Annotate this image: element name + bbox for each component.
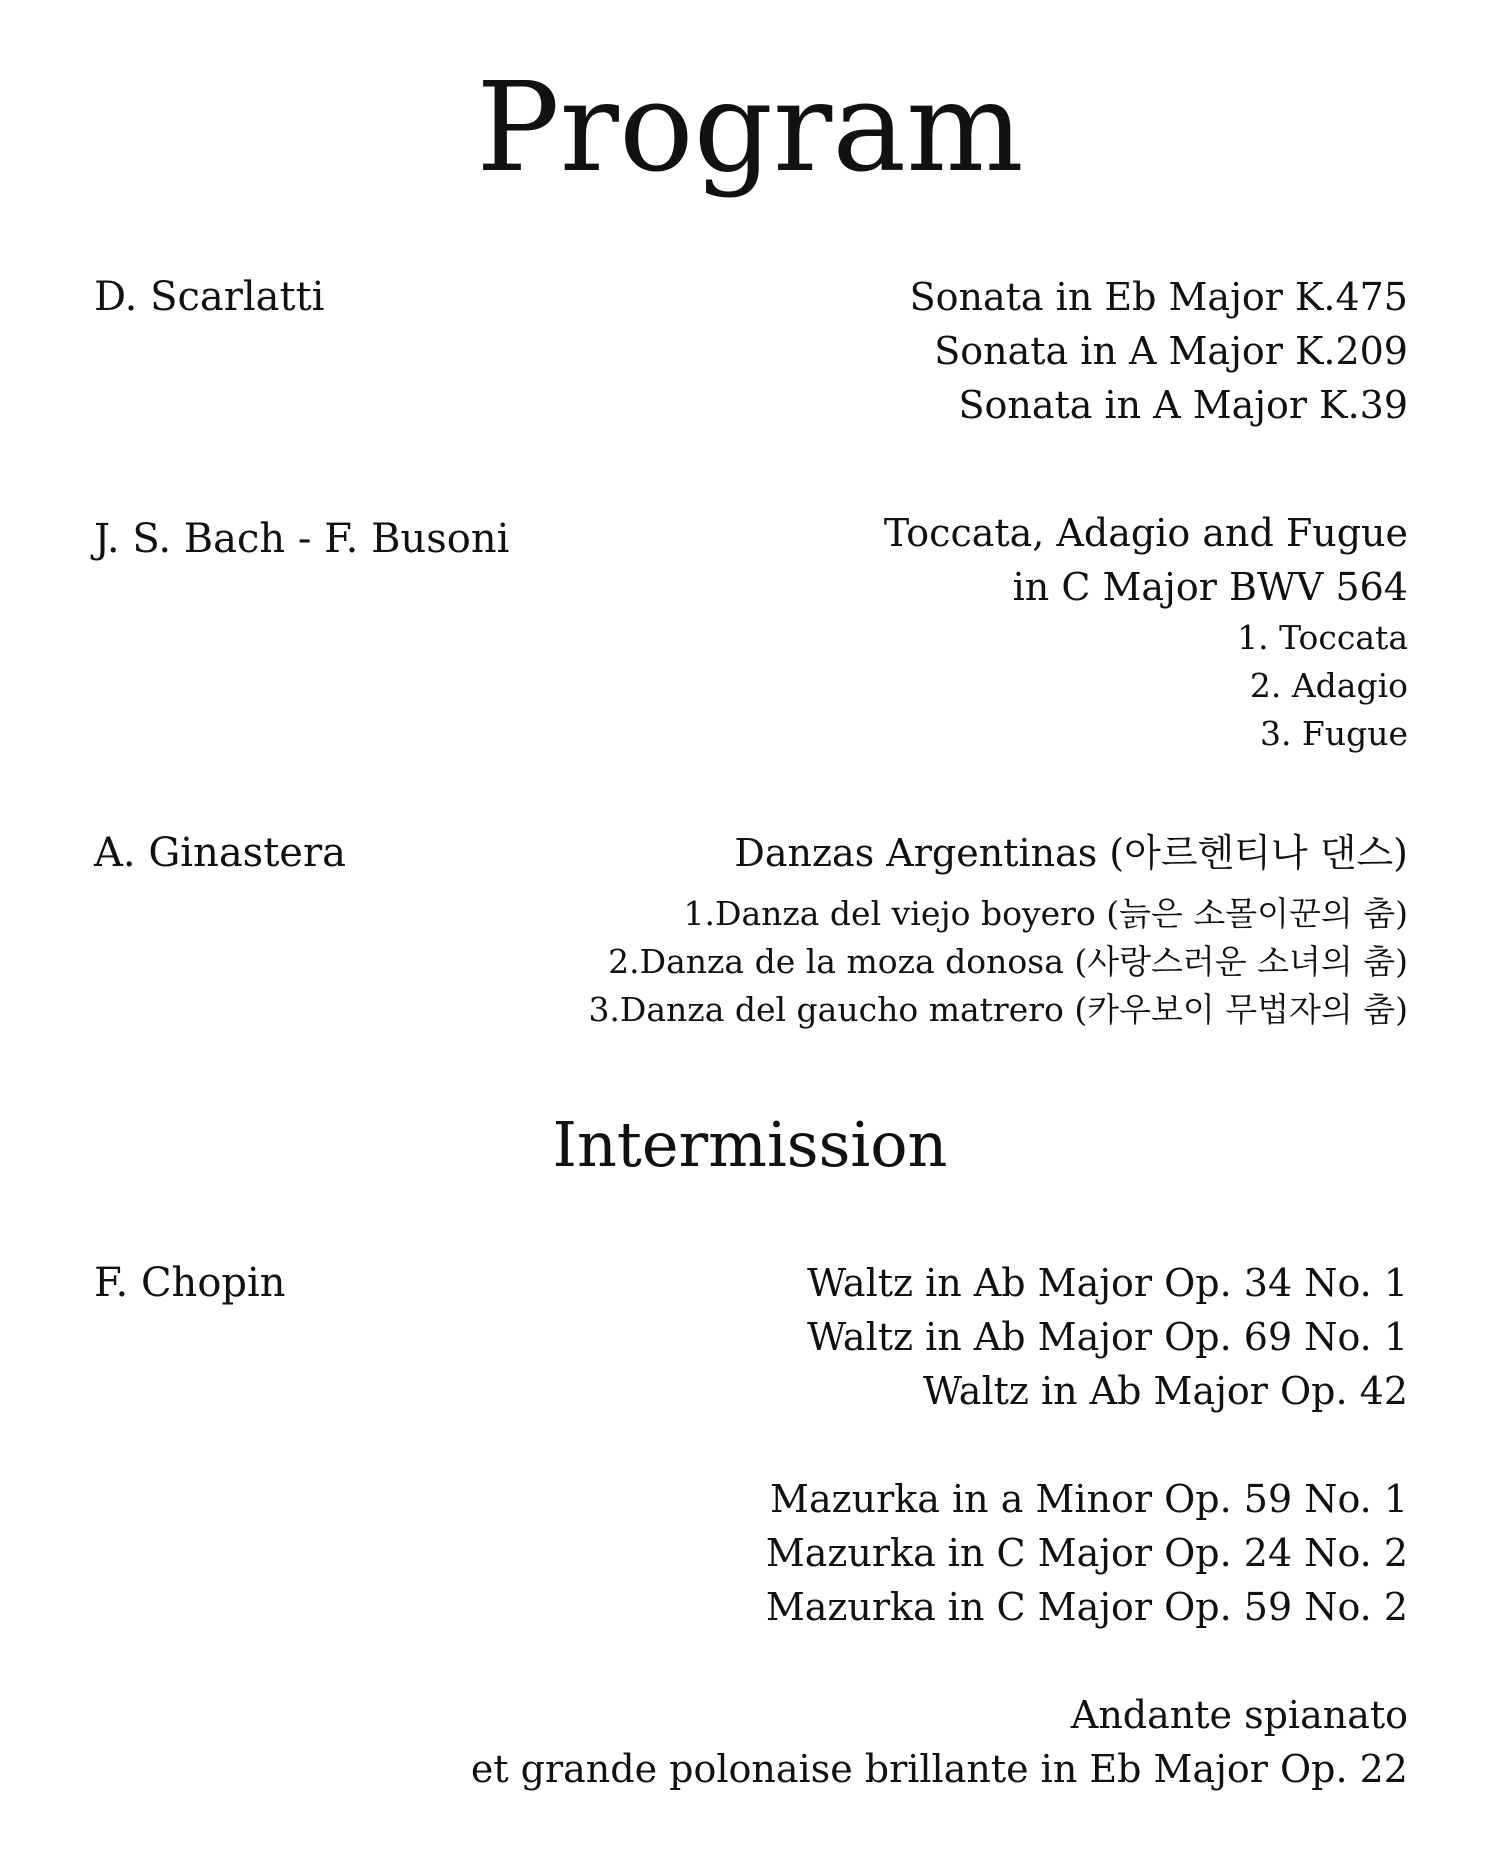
polonaise-title: et grande polonaise brillante in Eb Major Op. 22 — [470, 1747, 1408, 1791]
composer-scarlatti: D. Scarlatti — [94, 274, 325, 320]
movement-item: 3. Fugue — [1259, 714, 1408, 753]
works-ginastera — [588, 826, 1408, 1034]
movement-item: 2. Adagio — [1249, 666, 1408, 705]
waltz-item: Waltz in Ab Major Op. 34 No. 1 — [807, 1261, 1408, 1305]
waltz-item: Waltz in Ab Major Op. 69 No. 1 — [807, 1315, 1408, 1359]
movement-item: 1. Toccata — [1237, 618, 1408, 657]
work-item: Sonata in Eb Major K.475 — [909, 275, 1408, 319]
composer-chopin: F. Chopin — [94, 1260, 286, 1306]
polonaise-title: Andante spianato — [1070, 1693, 1408, 1737]
work-item: Sonata in A Major K.209 — [934, 329, 1408, 373]
work-item: Danzas Argentinas (아르헨티나 댄스) — [734, 831, 1408, 875]
movement-item: 2.Danza de la moza donosa (사랑스러운 소녀의 춤) — [608, 942, 1408, 981]
mazurka-item: Mazurka in a Minor Op. 59 No. 1 — [770, 1477, 1408, 1521]
movement-item: 1.Danza del viejo boyero (늙은 소몰이꾼의 춤) — [683, 894, 1408, 933]
works-bach-busoni — [884, 506, 1408, 758]
works-chopin — [471, 1256, 1408, 1796]
works-scarlatti — [910, 270, 1408, 432]
mazurka-item: Mazurka in C Major Op. 59 No. 2 — [765, 1585, 1408, 1629]
intermission-heading: Intermission — [552, 1108, 948, 1181]
work-item: in C Major BWV 564 — [1012, 565, 1408, 609]
page-title: Program — [476, 56, 1024, 200]
composer-ginastera: A. Ginastera — [94, 830, 346, 876]
composer-bach-busoni: J. S. Bach - F. Busoni — [94, 516, 510, 562]
mazurka-item: Mazurka in C Major Op. 24 No. 2 — [765, 1531, 1408, 1575]
work-item: Sonata in A Major K.39 — [958, 383, 1408, 427]
waltz-item: Waltz in Ab Major Op. 42 — [923, 1369, 1408, 1413]
work-item: Toccata, Adagio and Fugue — [883, 511, 1408, 555]
movement-item: 3.Danza del gaucho matrero (카우보이 무법자의 춤) — [588, 990, 1408, 1029]
